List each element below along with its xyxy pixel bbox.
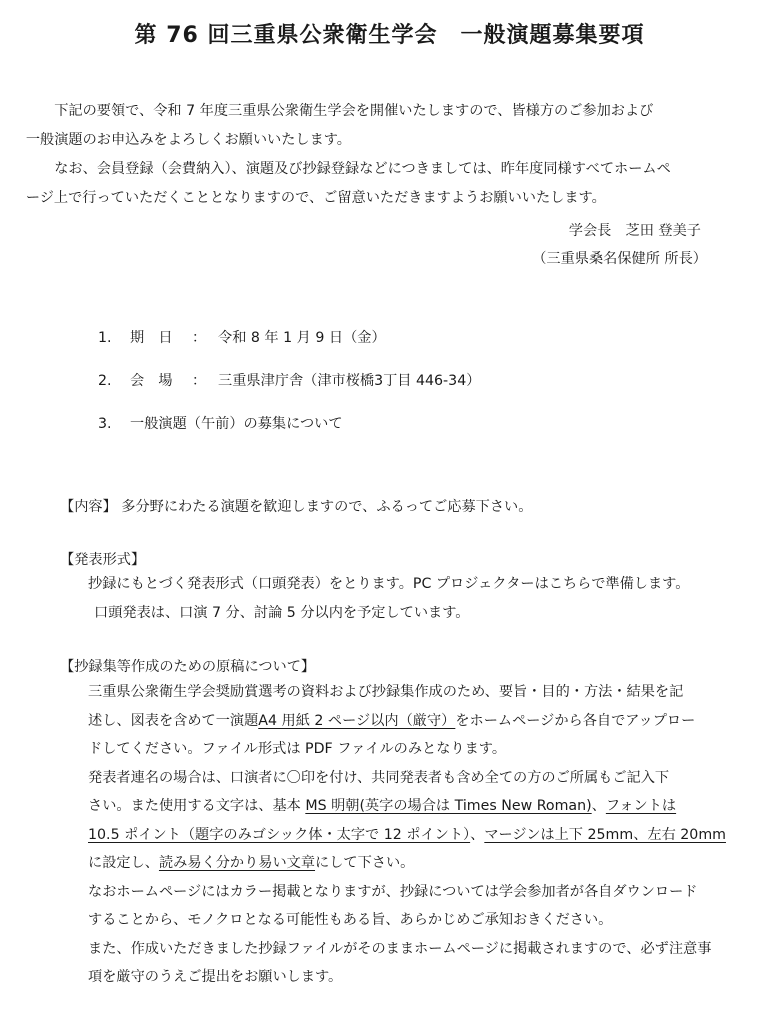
intro-line: 一般演題のお申込みをよろしくお願いいたします。 bbox=[25, 132, 351, 148]
manuscript-line: 三重県公衆衛生学会奨励賞選考の資料および抄録集作成のため、要旨・目的・方法・結果を記 bbox=[88, 684, 684, 700]
intro-line: 下記の要領で、令和 7 年度三重県公衆衛生学会を開催いたしますので、皆様方のご参加および bbox=[54, 103, 654, 119]
item-number: 3. bbox=[98, 416, 112, 432]
font-spec-underlined: MS 明朝(英字の場合は Times New Roman) bbox=[305, 798, 592, 814]
document-title: 第 76 回三重県公衆衛生学会 一般演題募集要項 bbox=[134, 23, 645, 48]
margin-spec-underlined: マージンは上下 25mm、左右 20mm bbox=[484, 826, 726, 843]
intro-paragraph-2 bbox=[25, 155, 740, 213]
manuscript-text: さい。また使用する文字は、基本 bbox=[88, 798, 306, 814]
format-heading: 【発表形式】 bbox=[60, 552, 146, 568]
readability-underlined: 読み易く分かり易い文章 bbox=[158, 855, 316, 871]
manuscript-text: をホームページから各自でアップロー bbox=[455, 712, 696, 729]
manuscript-line bbox=[88, 849, 738, 878]
manuscript-line: ドしてください。ファイル形式は PDF ファイルのみとなります。 bbox=[88, 741, 507, 757]
item-value: 令和 8 年 1 月 9 日（金） bbox=[218, 330, 386, 346]
manuscript-line: なおホームページにはカラー掲載となりますが、抄録については学会参加者が各自ダウンロード bbox=[88, 883, 698, 900]
manuscript-text: 、 bbox=[470, 826, 485, 843]
content-section bbox=[60, 496, 532, 516]
font-size-label-underlined: フォントは bbox=[605, 798, 677, 814]
intro-text bbox=[25, 97, 740, 213]
item-label: 会 場 bbox=[130, 373, 173, 389]
manuscript-body bbox=[88, 678, 738, 992]
signature-name: 学会長 芝田 登美子 bbox=[568, 223, 701, 239]
item-text: 一般演題（午前）の募集について bbox=[130, 416, 343, 432]
item-call-for-papers bbox=[98, 413, 343, 433]
manuscript-text: 、 bbox=[591, 798, 606, 814]
manuscript-line: 項を厳守のうえご提出をお願いします。 bbox=[88, 969, 343, 985]
manuscript-text: に設定し、 bbox=[88, 855, 159, 871]
item-value: 三重県津庁舎（津市桜橋3丁目 446-34） bbox=[218, 373, 481, 389]
content-heading: 【内容】 bbox=[60, 499, 117, 515]
item-label: 期 日 bbox=[130, 330, 173, 346]
manuscript-text: 述し、図表を含めて一演題 bbox=[88, 712, 259, 729]
item-venue bbox=[98, 370, 480, 390]
format-line: 口頭発表は、口演 7 分、討論 5 分以内を予定しています。 bbox=[94, 604, 470, 621]
manuscript-line: することから、モノクロとなる可能性もある旨、あらかじめご承知おきください。 bbox=[88, 912, 613, 928]
signature-affiliation: （三重県桑名保健所 所長） bbox=[532, 251, 707, 267]
manuscript-line bbox=[88, 707, 738, 736]
item-separator: ： bbox=[192, 373, 207, 389]
manuscript-line bbox=[88, 792, 738, 821]
manuscript-line: また、作成いただきました抄録ファイルがそのままホームページに掲載されますので、必ず注意事 bbox=[88, 940, 712, 957]
manuscript-heading: 【抄録集等作成のための原稿について】 bbox=[60, 659, 316, 675]
item-date bbox=[98, 327, 386, 347]
item-number: 1. bbox=[98, 330, 112, 346]
font-size-underlined: 10.5 ポイント（題字のみゴシック体・太字で 12 ポイント） bbox=[88, 826, 471, 843]
item-separator: ： bbox=[192, 330, 207, 346]
manuscript-line: 発表者連名の場合は、口演者に〇印を付け、共同発表者も含め全ての方のご所属もご記入下 bbox=[88, 769, 670, 786]
format-line: 抄録にもとづく発表形式（口頭発表）をとります。PC プロジェクターはこちらで準備します。 bbox=[88, 576, 690, 592]
item-number: 2. bbox=[98, 373, 112, 389]
intro-line: ージ上で行っていただくこととなりますので、ご留意いただきますようお願いいたします。 bbox=[25, 190, 606, 206]
manuscript-text: にして下さい。 bbox=[315, 855, 415, 871]
format-body bbox=[88, 570, 738, 627]
intro-paragraph-1 bbox=[25, 97, 740, 155]
manuscript-line bbox=[88, 821, 738, 850]
page-limit-underlined: A4 用紙 2 ページ以内（厳守） bbox=[258, 712, 456, 729]
intro-line: なお、会員登録（会費納入）、演題及び抄録登録などにつきましては、昨年度同様すべてホームペ bbox=[54, 161, 671, 177]
content-text: 多分野にわたる演題を歓迎しますので、ふるってご応募下さい。 bbox=[121, 499, 533, 515]
